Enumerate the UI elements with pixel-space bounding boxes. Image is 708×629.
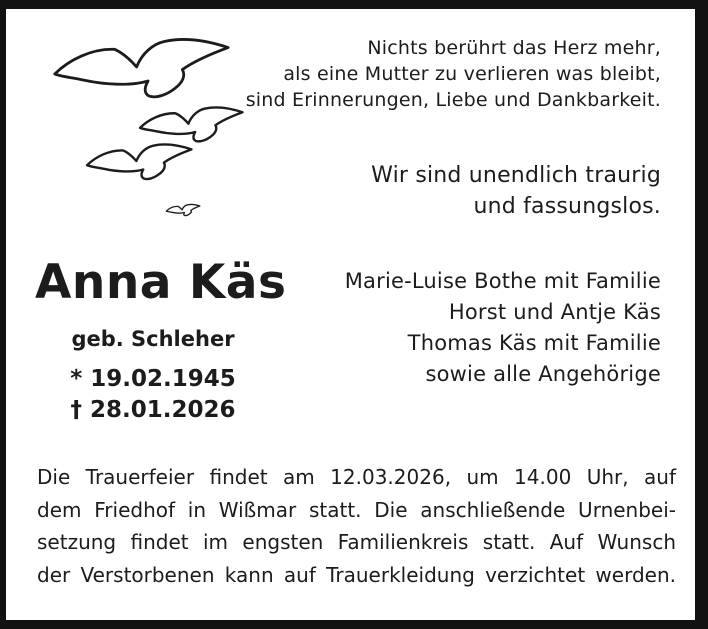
mourner-line: sowie alle Angehörige <box>425 362 661 386</box>
grief-statement <box>371 160 661 222</box>
bird-large-icon <box>55 39 228 96</box>
funeral-information <box>37 461 676 591</box>
funeral-info-line: setzung findet im engsten Familienkreis statt. Auf Wunsch <box>37 530 676 554</box>
mourner-line: Thomas Käs mit Familie <box>407 331 661 355</box>
birth-date-line: * 19.02.1945 <box>70 366 236 392</box>
mourner-line: Marie-Luise Bothe mit Familie <box>344 269 661 293</box>
bird-medium-right-icon <box>140 107 242 141</box>
deceased-block <box>35 255 287 426</box>
funeral-info-line: der Verstorbenen kann auf Trauerkleidung verzichtet werden. <box>37 562 676 587</box>
epigraph-line: Nichts berührt das Herz mehr, <box>367 37 661 59</box>
funeral-info-line: dem Friedhof in Wißmar statt. Die anschließende Urnenbei- <box>37 497 676 522</box>
epigraph-verse <box>246 35 661 113</box>
mourners-list <box>345 266 661 390</box>
maiden-name: geb. Schleher <box>71 327 235 351</box>
death-date-line: † 28.01.2026 <box>70 397 236 423</box>
life-dates <box>35 364 271 426</box>
epigraph-line: als eine Mutter zu verlieren was bleibt, <box>283 63 661 85</box>
notice-content <box>6 9 695 620</box>
epigraph-line: sind Erinnerungen, Liebe und Dankbarkeit. <box>245 89 661 111</box>
deceased-name: Anna Käs <box>35 255 287 310</box>
seagulls-icon <box>25 29 255 239</box>
funeral-info-line: Die Trauerfeier findet am 12.03.2026, um 14.00 Uhr, auf <box>37 465 676 489</box>
grief-line: Wir sind unendlich traurig <box>371 163 661 188</box>
mourner-line: Horst und Antje Käs <box>448 300 661 324</box>
grief-line: und fassungslos. <box>473 194 661 219</box>
bird-small-icon <box>166 204 199 215</box>
bird-medium-left-icon <box>87 144 191 179</box>
